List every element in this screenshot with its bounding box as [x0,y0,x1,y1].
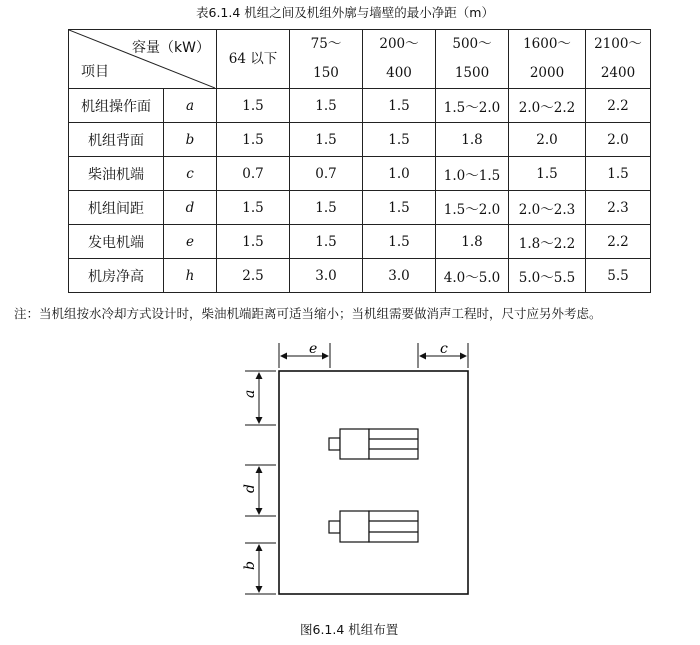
column-header: 2100～ 2400 [586,30,651,89]
dimension-b [242,543,276,594]
label-c: c [440,341,448,357]
column-header: 75～ 150 [290,30,363,89]
dimension-d [242,465,276,516]
table-cell: 2.0～2.3 [509,191,586,225]
generator-unit [329,511,418,542]
row-symbol: b [164,123,217,157]
table-cell: 1.5 [290,89,363,123]
table-cell: 1.5 [509,157,586,191]
column-header: 64 以下 [217,30,290,89]
row-name: 柴油机端 [69,157,164,191]
figure-caption: 图6.1.4 机组布置 [300,622,399,637]
table-cell: 1.5 [217,123,290,157]
row-name: 机组背面 [69,123,164,157]
table-cell: 1.0 [363,157,436,191]
table-cell: 1.5 [363,191,436,225]
table-cell: 1.5 [363,123,436,157]
table-cell: 1.5～2.0 [436,191,509,225]
generator-unit [329,429,418,459]
row-symbol: h [164,259,217,293]
dimension-e [279,341,330,368]
table-cell: 0.7 [290,157,363,191]
table-cell: 2.5 [217,259,290,293]
table-cell: 2.3 [586,191,651,225]
table-title: 表6.1.4 机组之间及机组外廓与墙壁的最小净距（m） [196,5,494,20]
item-header: 项目 [81,64,109,80]
table-cell: 2.0～2.2 [509,89,586,123]
table-cell: 2.0 [509,123,586,157]
row-name: 发电机端 [69,225,164,259]
table-cell: 5.0～5.5 [509,259,586,293]
table-cell: 4.0～5.0 [436,259,509,293]
table-cell: 1.5 [363,89,436,123]
table-cell: 1.5 [217,191,290,225]
dimension-a [242,371,276,425]
table-cell: 1.5～2.0 [436,89,509,123]
label-a: a [242,389,258,398]
table-cell: 1.8 [436,225,509,259]
table-cell: 5.5 [586,259,651,293]
table-cell: 1.5 [290,191,363,225]
label-e: e [309,341,318,357]
label-b: b [242,561,258,570]
table-cell: 1.5 [586,157,651,191]
table-cell: 2.0 [586,123,651,157]
table-cell: 1.5 [217,89,290,123]
table-cell: 0.7 [217,157,290,191]
table-cell: 1.5 [363,225,436,259]
row-symbol: a [164,89,217,123]
column-header: 500～ 1500 [436,30,509,89]
table-cell: 3.0 [290,259,363,293]
table-note: 注：当机组按水冷却方式设计时，柴油机端距离可适当缩小；当机组需要做消声工程时，尺寸应另外考虑。 [14,306,602,321]
table-cell: 1.8～2.2 [509,225,586,259]
table-cell: 1.5 [290,225,363,259]
column-header: 1600～ 2000 [509,30,586,89]
table-cell: 1.8 [436,123,509,157]
table-cell: 1.5 [290,123,363,157]
row-name: 机房净高 [69,259,164,293]
room-outline [279,371,468,594]
row-symbol: e [164,225,217,259]
row-name: 机组间距 [69,191,164,225]
label-d: d [242,484,258,493]
table-cell: 1.0～1.5 [436,157,509,191]
dimension-c [418,341,468,368]
table-cell: 2.2 [586,225,651,259]
column-header: 200～ 400 [363,30,436,89]
table-cell: 3.0 [363,259,436,293]
table-cell: 1.5 [217,225,290,259]
capacity-header: 容量（kW） [132,40,210,56]
row-name: 机组操作面 [69,89,164,123]
table-cell: 2.2 [586,89,651,123]
row-symbol: c [164,157,217,191]
row-symbol: d [164,191,217,225]
